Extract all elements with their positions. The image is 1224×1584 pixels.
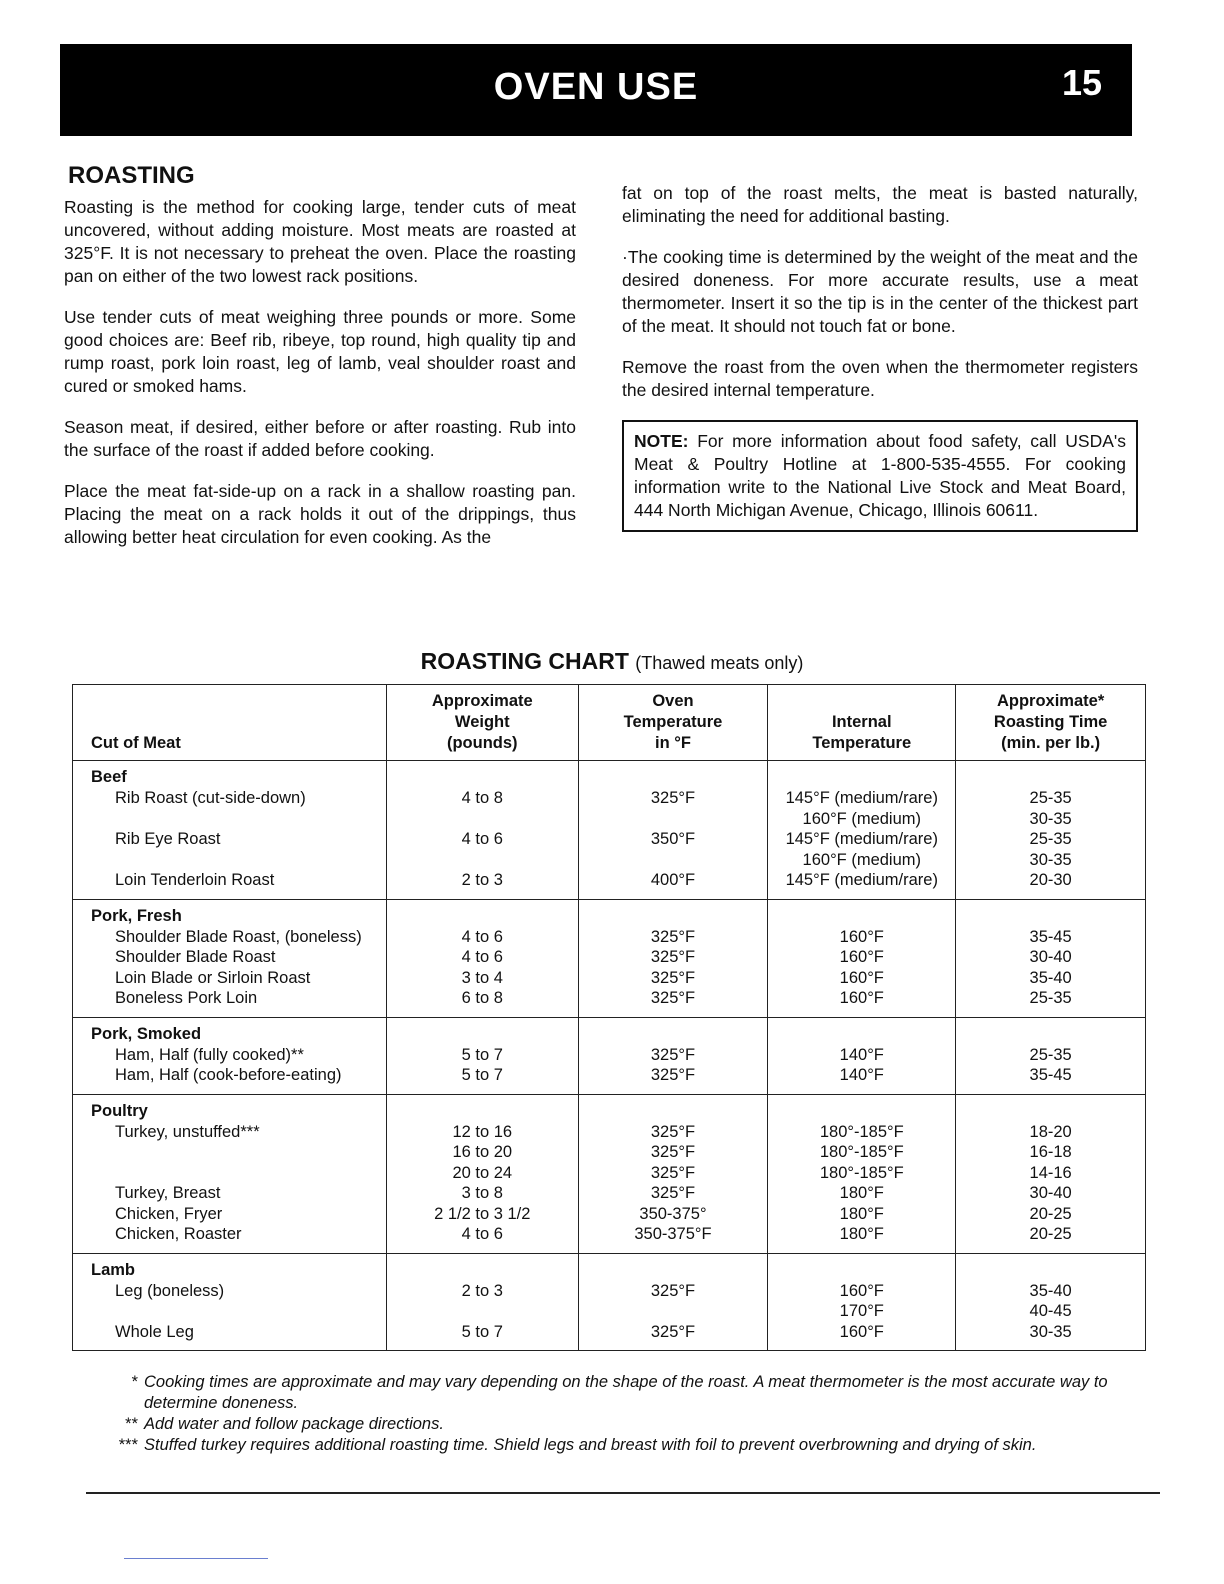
- oven-temperature-cell: [578, 1253, 768, 1351]
- footnote: [112, 1435, 1152, 1456]
- cut-name: Shoulder Blade Roast: [115, 948, 276, 966]
- cut-of-meat-cell: [73, 1017, 387, 1094]
- oven-temperature-value: 325°F: [650, 948, 696, 966]
- header-line: Oven: [652, 692, 694, 710]
- paragraph: Place the meat fat-side-up on a rack in a shallow roasting pan. Placing the meat on a rack holds it out of the drippings, thus allowing better heat circulation for even cooking. As the: [64, 481, 576, 547]
- weight-value: 5 to 7: [461, 1322, 503, 1341]
- paragraph: ·The cooking time is determined by the weight of the meat and the desired doneness. For more accurate results, use a meat thermometer. Insert it so the tip is in the center of the thickest part of the meat. It should not touch fat or bone.: [622, 247, 1138, 336]
- roasting-time-value: 40-45: [1029, 1302, 1072, 1320]
- roasting-time-value: 30-35: [1029, 1322, 1072, 1341]
- cut-name: Boneless Pork Loin: [115, 989, 258, 1007]
- oven-temperature-value: 400°F: [650, 871, 696, 889]
- internal-temperature-value: 140°F: [839, 1045, 884, 1064]
- table-row: [73, 1253, 1146, 1351]
- cut-of-meat-cell: [73, 1094, 387, 1253]
- header-line: Approximate*: [996, 692, 1105, 710]
- roasting-time-value: 14-16: [1029, 1163, 1072, 1182]
- meat-group-name: Pork, Fresh: [91, 906, 182, 925]
- cut-name: [91, 1301, 382, 1322]
- internal-temperature-value: 180°-185°F: [819, 1143, 904, 1161]
- meat-group-name: Lamb: [91, 1260, 136, 1279]
- cut-name: Ham, Half (cook-before-eating): [115, 1066, 342, 1084]
- oven-temperature-value: 325°F: [650, 1184, 696, 1202]
- header-line: Temperature: [812, 734, 912, 752]
- roasting-chart-table: [72, 684, 1146, 1351]
- weight-value: 2 to 3: [461, 1281, 503, 1300]
- paragraph: Remove the roast from the oven when the thermometer registers the desired internal temperature.: [622, 357, 1138, 400]
- cut-name: Rib Eye Roast: [115, 830, 221, 848]
- oven-temperature-value: 325°F: [650, 1045, 696, 1064]
- weight-value: 12 to 16: [452, 1122, 513, 1141]
- paragraph: Season meat, if desired, either before or after roasting. Rub into the surface of the roast if added before cooking.: [64, 417, 576, 460]
- roasting-time-value: 30-35: [1029, 850, 1072, 869]
- cut-name: Turkey, unstuffed***: [115, 1122, 260, 1141]
- roasting-time-value: 30-40: [1029, 948, 1072, 966]
- table-header-row: [73, 685, 1146, 761]
- meat-group-name: Pork, Smoked: [91, 1024, 202, 1043]
- cut-name: [91, 1163, 382, 1184]
- oven-temperature-value: 325°F: [650, 968, 696, 987]
- roasting-time-value: 18-20: [1029, 1122, 1072, 1141]
- oven-temperature-value: 350-375°: [639, 1204, 707, 1223]
- cut-name: Chicken, Fryer: [115, 1204, 223, 1223]
- weight-value: 4 to 6: [461, 830, 503, 848]
- internal-temperature-value: 160°F: [839, 968, 884, 987]
- header-line: Temperature: [623, 713, 723, 731]
- footnote: [112, 1414, 1152, 1435]
- internal-temperature-value: 160°F: [839, 1281, 884, 1300]
- cut-of-meat-cell: [73, 761, 387, 900]
- footnote-mark: ***: [118, 1436, 138, 1454]
- roasting-time-value: 25-35: [1029, 1045, 1072, 1064]
- cut-name: Turkey, Breast: [115, 1184, 221, 1202]
- header-line: Weight: [454, 713, 510, 731]
- roasting-time-value: 30-35: [1029, 809, 1072, 828]
- weight-value: 16 to 20: [452, 1143, 513, 1161]
- roasting-time-value: 25-35: [1029, 989, 1072, 1007]
- internal-temperature-value: 160°F: [839, 927, 884, 946]
- internal-temperature-value: 145°F (medium/rare): [785, 830, 938, 848]
- internal-temperature-cell: [768, 899, 956, 1017]
- internal-temperature-value: 180°F: [839, 1225, 884, 1243]
- roasting-time-cell: [956, 1253, 1146, 1351]
- cut-name: Whole Leg: [115, 1322, 194, 1341]
- weight-value: [391, 1301, 574, 1322]
- paragraph: Use tender cuts of meat weighing three pounds or more. Some good choices are: Beef rib, ribeye, top round, high quality tip and rump roast, pork loin roast, leg of lamb, veal shoulder roast and cured or smoked hams.: [64, 307, 576, 396]
- oven-temperature-value: 325°F: [650, 989, 696, 1007]
- oven-temperature-value: 350°F: [650, 830, 696, 848]
- internal-temperature-value: 180°F: [839, 1204, 884, 1223]
- meat-group-name: Beef: [91, 768, 127, 786]
- cut-name: Rib Roast (cut-side-down): [115, 789, 306, 807]
- table-row: [73, 1017, 1146, 1094]
- chart-body: [73, 761, 1146, 1351]
- header-line: Internal: [831, 713, 892, 731]
- roasting-time-value: 25-35: [1029, 789, 1072, 807]
- weight-value: 4 to 8: [461, 789, 503, 807]
- footnote-text: Cooking times are approximate and may vary depending on the shape of the roast. A meat thermometer is the most accurate way to determine doneness.: [144, 1373, 1108, 1412]
- cut-name: Ham, Half (fully cooked)**: [115, 1045, 304, 1064]
- roasting-time-cell: [956, 761, 1146, 900]
- header-line: (pounds): [446, 734, 518, 752]
- roasting-time-cell: [956, 1094, 1146, 1253]
- oven-temperature-cell: [578, 899, 768, 1017]
- header-cut-of-meat: Cut of Meat: [73, 685, 387, 761]
- roasting-time-value: 35-40: [1029, 968, 1072, 987]
- weight-cell: [386, 899, 578, 1017]
- internal-temperature-value: 145°F (medium/rare): [785, 789, 938, 807]
- weight-value: [391, 809, 574, 830]
- oven-temperature-value: 350-375°F: [634, 1225, 712, 1243]
- internal-temperature-value: 180°-185°F: [819, 1122, 904, 1141]
- weight-cell: [386, 761, 578, 900]
- weight-value: 2 to 3: [461, 871, 503, 889]
- page-number: 15: [1061, 62, 1102, 103]
- chart-title-main: ROASTING CHART: [420, 648, 629, 674]
- meat-group-name: Poultry: [91, 1101, 148, 1120]
- oven-temperature-cell: [578, 1017, 768, 1094]
- footnote-text: Add water and follow package directions.: [144, 1415, 444, 1433]
- table-row: [73, 1094, 1146, 1253]
- oven-temperature-value: 325°F: [650, 927, 696, 946]
- internal-temperature-value: 180°F: [839, 1184, 884, 1202]
- roasting-time-value: 20-30: [1029, 871, 1072, 889]
- internal-temperature-value: 160°F: [839, 948, 884, 966]
- roasting-time-value: 25-35: [1029, 830, 1072, 848]
- page-title: OVEN USE: [493, 66, 699, 108]
- paragraph: fat on top of the roast melts, the meat is basted naturally, eliminating the need for additional basting.: [622, 183, 1138, 226]
- chart-title-subtitle: (Thawed meats only): [635, 653, 804, 673]
- weight-value: 4 to 6: [461, 948, 503, 966]
- internal-temperature-value: 160°F (medium): [802, 809, 922, 828]
- note-label: NOTE:: [634, 431, 689, 451]
- internal-temperature-value: 160°F: [839, 1322, 884, 1341]
- weight-value: 3 to 8: [461, 1184, 503, 1202]
- cut-name: Shoulder Blade Roast, (boneless): [115, 927, 362, 946]
- weight-cell: [386, 1017, 578, 1094]
- roasting-time-cell: [956, 899, 1146, 1017]
- roasting-time-value: 35-45: [1029, 1066, 1072, 1084]
- weight-value: 20 to 24: [452, 1163, 513, 1182]
- internal-temperature-value: 160°F: [839, 989, 884, 1007]
- header-weight: [386, 685, 578, 761]
- oven-temperature-value: [583, 850, 764, 871]
- weight-value: 2 1/2 to 3 1/2: [434, 1204, 531, 1223]
- oven-temperature-value: 325°F: [650, 1163, 696, 1182]
- cut-name: Loin Tenderloin Roast: [115, 871, 275, 889]
- oven-temperature-cell: [578, 1094, 768, 1253]
- header-line: Roasting Time: [993, 713, 1108, 731]
- oven-temperature-value: 325°F: [650, 1122, 696, 1141]
- roasting-chart-title: [0, 648, 1224, 675]
- roasting-time-value: 20-25: [1029, 1225, 1072, 1243]
- cut-of-meat-cell: [73, 1253, 387, 1351]
- footnote-text: Stuffed turkey requires additional roasting time. Shield legs and breast with foil to prevent overbrowning and drying of skin.: [144, 1436, 1037, 1454]
- weight-value: 6 to 8: [461, 989, 503, 1007]
- weight-value: 5 to 7: [461, 1045, 503, 1064]
- header-line: (min. per lb.): [1001, 734, 1101, 752]
- internal-temperature-cell: [768, 1253, 956, 1351]
- roasting-time-value: 35-45: [1029, 927, 1072, 946]
- cut-name: Chicken, Roaster: [115, 1225, 242, 1243]
- header-roasting-time: [956, 685, 1146, 761]
- roasting-right-column: [622, 182, 1138, 532]
- bottom-divider: [86, 1492, 1160, 1494]
- paragraph: Roasting is the method for cooking large, tender cuts of meat uncovered, without adding moisture. Most meats are roasted at 325°F. It is not necessary to preheat the oven. Place the roasting pan on either of the two lowest rack positions.: [64, 197, 576, 286]
- header-internal-temperature: [768, 685, 956, 761]
- note-text: For more information about food safety, call USDA's Meat & Poultry Hotline at 1-800-535-4555. For cooking information write to the National Live Stock and Meat Board, 444 North Michigan Avenue, Chicago, Illinois 60611.: [634, 431, 1126, 520]
- internal-temperature-cell: [768, 1017, 956, 1094]
- footnote-mark: **: [125, 1415, 138, 1433]
- footnote: [112, 1372, 1152, 1414]
- weight-value: 3 to 4: [461, 968, 503, 987]
- oven-temperature-value: 325°F: [650, 1281, 696, 1300]
- internal-temperature-value: 160°F (medium): [802, 850, 922, 869]
- oven-temperature-value: 325°F: [650, 1066, 696, 1084]
- weight-value: 4 to 6: [461, 927, 503, 946]
- header-line: Approximate: [431, 692, 533, 710]
- internal-temperature-value: 140°F: [839, 1066, 884, 1084]
- header-oven-temperature: [578, 685, 768, 761]
- internal-temperature-value: 170°F: [839, 1302, 884, 1320]
- weight-value: [391, 850, 574, 871]
- oven-temperature-value: 325°F: [650, 1322, 696, 1341]
- cut-name: Leg (boneless): [115, 1281, 225, 1300]
- cut-name: Loin Blade or Sirloin Roast: [115, 968, 311, 987]
- footnotes: [112, 1372, 1152, 1456]
- internal-temperature-value: 145°F (medium/rare): [785, 871, 938, 889]
- cut-name: [91, 1142, 382, 1163]
- cut-of-meat-cell: [73, 899, 387, 1017]
- roasting-time-value: 35-40: [1029, 1281, 1072, 1300]
- roasting-time-cell: [956, 1017, 1146, 1094]
- cut-name: [91, 850, 382, 871]
- internal-temperature-cell: [768, 1094, 956, 1253]
- internal-temperature-cell: [768, 761, 956, 900]
- bottom-accent-line: [124, 1558, 268, 1559]
- food-safety-note: [622, 420, 1138, 532]
- footnote-mark: *: [131, 1373, 138, 1391]
- header-line: in °F: [655, 734, 691, 752]
- weight-value: 4 to 6: [461, 1225, 503, 1243]
- weight-cell: [386, 1253, 578, 1351]
- oven-temperature-value: 325°F: [650, 789, 696, 807]
- cut-name: [91, 809, 382, 830]
- roasting-time-value: 20-25: [1029, 1204, 1072, 1223]
- oven-temperature-cell: [578, 761, 768, 900]
- roasting-time-value: 30-40: [1029, 1184, 1072, 1202]
- internal-temperature-value: 180°-185°F: [819, 1163, 904, 1182]
- weight-cell: [386, 1094, 578, 1253]
- weight-value: 5 to 7: [461, 1066, 503, 1084]
- table-row: [73, 899, 1146, 1017]
- oven-temperature-value: 325°F: [650, 1143, 696, 1161]
- oven-temperature-value: [583, 809, 764, 830]
- oven-temperature-value: [583, 1301, 764, 1322]
- roasting-time-value: 16-18: [1029, 1143, 1072, 1161]
- roasting-left-column: [64, 196, 576, 567]
- table-row: [73, 761, 1146, 900]
- roasting-heading: ROASTING: [68, 162, 195, 189]
- page-header-bar: [60, 44, 1132, 136]
